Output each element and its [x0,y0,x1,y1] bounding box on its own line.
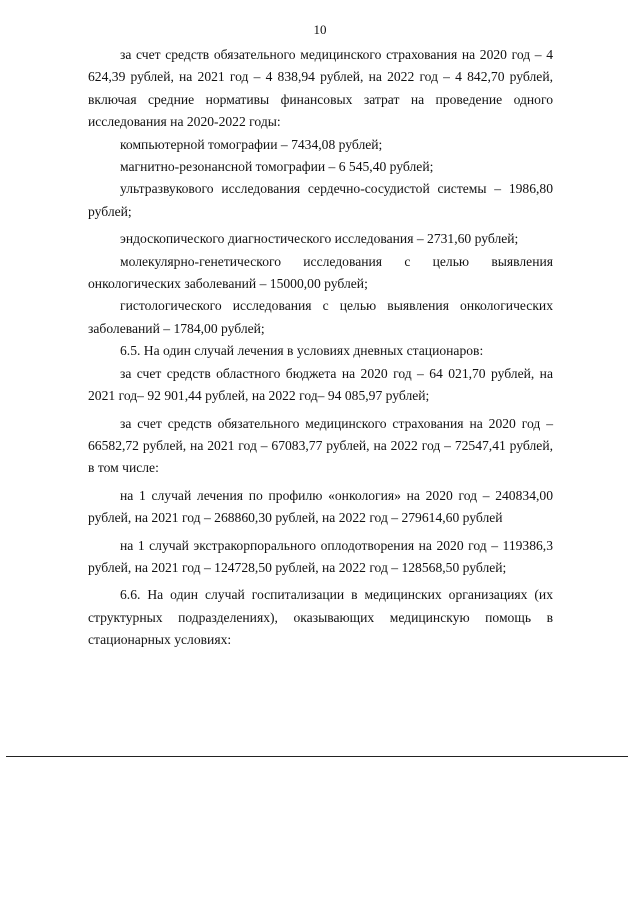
paragraph-regional-budget: за счет средств областного бюджета на 2020 год – 64 021,70 рублей, на 2021 год– 92 901,44 рублей, на 2022 год– 94 085,97 рублей; [88,365,553,404]
page-number: 10 [313,22,327,37]
paragraph-ivf: на 1 случай экстракорпорального оплодотворения на 2020 год – 119386,3 рублей, на 2021 год – 124728,50 рублей, на 2022 год – 128568,50 рублей; [88,537,553,575]
paragraph-oncology: на 1 случай лечения по профилю «онкология» на 2020 год – 240834,00 рублей, на 2021 год – 268860,30 рублей, на 2022 год – 279614,60 рублей [88,487,553,526]
footer-divider [6,756,628,757]
paragraph-mri: магнитно-резонансной томографии – 6 545,40 рублей; [120,159,434,175]
paragraph-histological: гистологического исследования с целью выявления онкологических заболеваний – 1784,00 рублей; [88,298,553,336]
paragraph-section-6-6: 6.6. На один случай госпитализации в медицинских организациях (их структурных подразделениях), оказывающих медицинскую помощь в стационарных условиях: [88,587,553,648]
paragraph-section-6-5: 6.5. На один случай лечения в условиях дневных стационаров: [120,343,484,359]
paragraph-endoscopy: эндоскопического диагностического исследования – 2731,60 рублей; [120,231,519,247]
document-body [88,44,553,652]
paragraph-oms-day-hospital: за счет средств обязательного медицинского страхования на 2020 год – 66582,72 рублей, на 2021 год – 67083,77 рублей, на 2022 год – 72547,41 рублей, в том числе: [88,415,553,476]
paragraph-ct-funding-intro: за счет средств обязательного медицинского страхования на 2020 год – 4 624,39 рублей, на 2021 год – 4 838,94 рублей, на 2022 год – 4 842,70 рублей, включая средние нормативы финансовых затрат на проведение одного исследования на 2020-2022 годы: [88,47,553,130]
paragraph-ultrasound: ультразвукового исследования сердечно-сосудистой системы – 1986,80 рублей; [88,181,553,219]
paragraph-molecular-genetic: молекулярно-генетического исследования с целью выявления онкологических заболеваний – 15000,00 рублей; [88,253,553,292]
paragraph-ct: компьютерной томографии – 7434,08 рублей; [120,136,383,152]
